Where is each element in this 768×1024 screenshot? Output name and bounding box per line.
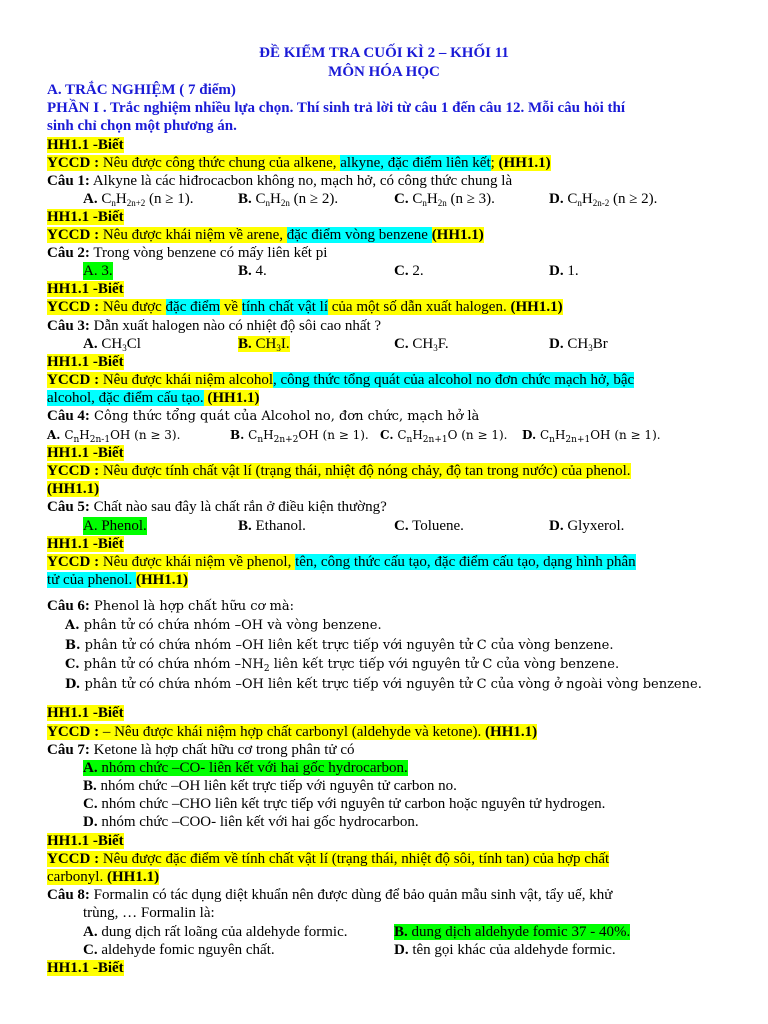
q5-option-c: C. Toluene. <box>394 518 464 534</box>
level-tag: HH1.1 -Biết <box>47 137 124 153</box>
q7-option-c: C. nhóm chức –CHO liên kết trực tiếp với nguyên tử carbon hoặc nguyên tử hydrogen. <box>83 796 606 812</box>
part1-instruction-line1: PHẦN I . Trắc nghiệm nhiều lựa chọn. Thí sinh trả lời từ câu 1 đến câu 12. Mỗi câu hỏi thí <box>47 100 626 116</box>
q1-option-d: D. $C_nH_{2n-2}$ (n ≥ 2). <box>549 191 658 208</box>
q7-option-d: D. nhóm chức –COO- liên kết với hai gốc hydrocarbon. <box>83 814 419 830</box>
level-tag: HH1.1 -Biết <box>47 445 124 461</box>
q7-option-a: A. nhóm chức –CO- liên kết với hai gốc hydrocarbon. <box>83 760 408 776</box>
question-7: Câu 7: Ketone là hợp chất hữu cơ trong phân tử có <box>47 742 355 758</box>
q2-option-d: D. 1. <box>549 263 579 279</box>
yccd-q5-line2: (HH1.1) <box>47 481 100 497</box>
yccd-q6-line2: tử của phenol. (HH1.1) <box>47 572 189 588</box>
q1-option-b: B. $C_nH_{2n}$ (n ≥ 2). <box>238 191 339 208</box>
yccd-q4-line1: YCCD : Nêu được khái niệm alcohol, công thức tổng quát của alcohol no đơn chức mạch hở, bậc <box>47 372 635 388</box>
yccd-q8-line2: carbonyl. (HH1.1) <box>47 869 160 885</box>
q1-option-a: A. $C_nH_{2n+2}$ (n ≥ 1). <box>83 191 194 208</box>
q3-option-c: C. $CH_3F$. <box>394 336 449 353</box>
yccd-q7: YCCD : – Nêu được khái niệm hợp chất carbonyl (aldehyde và ketone). (HH1.1) <box>47 724 538 740</box>
yccd-q4-line2: alcohol, đặc điểm cấu tạo. (HH1.1) <box>47 390 260 406</box>
question-2: Câu 2: Trong vòng benzene có mấy liên kết pi <box>47 245 328 261</box>
q5-option-a: A. Phenol. <box>83 518 147 534</box>
q4-option-d: D. $C_nH_{2n+1}OH$ (n ≥ 1). <box>522 428 661 445</box>
level-tag: HH1.1 -Biết <box>47 705 124 721</box>
q4-option-b: B. $C_nH_{2n+2}OH$ (n ≥ 1). <box>230 428 369 445</box>
q6-option-b: B. phân tử có chứa nhóm –OH liên kết trực tiếp với nguyên tử C của vòng benzene. <box>65 638 614 653</box>
q1-option-c: C. $C_nH_{2n}$ (n ≥ 3). <box>394 191 495 208</box>
q5-option-d: D. Glyxerol. <box>549 518 625 534</box>
q6-option-d: D. phân tử có chứa nhóm –OH liên kết trực tiếp với nguyên tử C của vòng ở ngoài vòng benzene. <box>65 677 702 692</box>
q8-option-d: D. tên gọi khác của aldehyde formic. <box>394 942 616 958</box>
level-tag: HH1.1 -Biết <box>47 209 124 225</box>
q6-option-a: A. phân tử có chứa nhóm –OH và vòng benzene. <box>65 618 382 633</box>
q2-option-a: A. 3. <box>83 263 113 279</box>
q4-option-c: C. $C_nH_{2n+1}O$ (n ≥ 1). <box>380 428 508 445</box>
q3-option-a: A. $CH_3Cl$ <box>83 336 141 353</box>
level-tag: HH1.1 -Biết <box>47 281 124 297</box>
question-5: Câu 5: Chất nào sau đây là chất rắn ở điều kiện thường? <box>47 499 387 515</box>
q2-option-b: B. 4. <box>238 263 267 279</box>
q8-option-c: C. aldehyde fomic nguyên chất. <box>83 942 275 958</box>
question-1: Câu 1: Alkyne là các hiđrocacbon không no, mạch hở, có công thức chung là <box>47 173 513 189</box>
question-6: Câu 6: Phenol là hợp chất hữu cơ mà: <box>47 598 294 614</box>
q3-option-b: B. $CH_3I$. <box>238 336 290 353</box>
q7-option-b: B. nhóm chức –OH liên kết trực tiếp với nguyên tử carbon no. <box>83 778 457 794</box>
q8-option-a: A. dung dịch rất loãng của aldehyde formic. <box>83 924 348 940</box>
q6-option-c: C. phân tử có chứa nhóm $-NH_2$ liên kết trực tiếp với nguyên tử C của vòng benzene. <box>65 657 620 674</box>
question-4: Câu 4: Công thức tổng quát của Alcohol no, đơn chức, mạch hở là <box>47 408 480 424</box>
question-8-line2: trùng, … Formalin là: <box>83 905 215 921</box>
part1-instruction-line2: sinh chỉ chọn một phương án. <box>47 118 237 134</box>
yccd-q8-line1: YCCD : Nêu được đặc điểm về tính chất vật lí (trạng thái, nhiệt độ sôi, tính tan) của hợp chất <box>47 851 610 867</box>
q2-option-c: C. 2. <box>394 263 424 279</box>
section-a-heading: A. TRẮC NGHIỆM ( 7 điểm) <box>47 82 236 98</box>
yccd-q1: YCCD : Nêu được công thức chung của alkene, alkyne, đặc điểm liên kết; (HH1.1) <box>47 155 551 171</box>
question-3: Câu 3: Dẫn xuất halogen nào có nhiệt độ sôi cao nhất ? <box>47 318 382 334</box>
q4-option-a: A. $C_nH_{2n-1}OH$ (n ≥ 3). <box>47 428 181 445</box>
exam-title: ĐỀ KIỂM TRA CUỐI KÌ 2 – KHỐI 11 <box>259 45 509 61</box>
yccd-q2: YCCD : Nêu được khái niệm về arene, đặc điểm vòng benzene (HH1.1) <box>47 227 484 243</box>
level-tag: HH1.1 -Biết <box>47 960 124 976</box>
question-8-line1: Câu 8: Formalin có tác dụng diệt khuẩn nên được dùng để bảo quản mẫu sinh vật, tẩy uế, khử <box>47 887 613 903</box>
level-tag: HH1.1 -Biết <box>47 354 124 370</box>
yccd-q3: YCCD : Nêu được đặc điểm về tính chất vật lí của một số dẫn xuất halogen. (HH1.1) <box>47 299 563 315</box>
yccd-q5-line1: YCCD : Nêu được tính chất vật lí (trạng thái, nhiệt độ nóng chảy, độ tan trong nước) của phenol. <box>47 463 631 479</box>
q8-option-b: B. dung dịch aldehyde fomic 37 - 40%. <box>394 924 631 940</box>
level-tag: HH1.1 -Biết <box>47 833 124 849</box>
level-tag: HH1.1 -Biết <box>47 536 124 552</box>
yccd-q6-line1: YCCD : Nêu được khái niệm về phenol, tên, công thức cấu tạo, đặc điểm cấu tạo, dạng hình phân <box>47 554 636 570</box>
exam-subject: MÔN HÓA HỌC <box>328 64 440 80</box>
q3-option-d: D. $CH_3Br$ <box>549 336 608 353</box>
q5-option-b: B. Ethanol. <box>238 518 306 534</box>
